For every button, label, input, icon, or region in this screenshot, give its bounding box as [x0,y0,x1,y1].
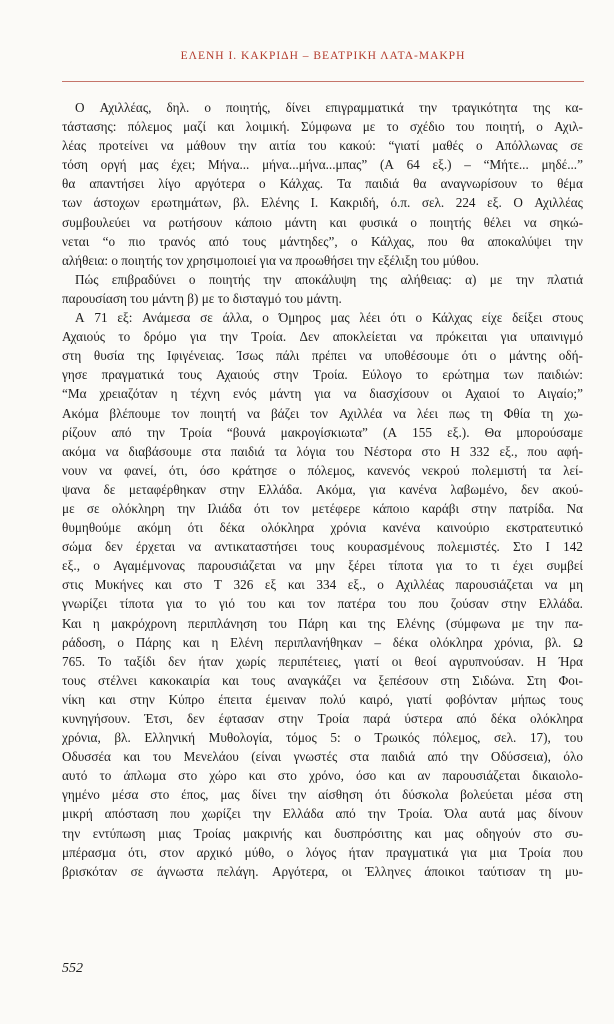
text-line: λέας προτείνει να μάθουν την αιτία του κακού: “γιατί μαθές ο Απόλλωνας σε [62,138,583,154]
text-line: με σε ολόκληρη την Ιλιάδα ότι τον μετέφερε κάποιο καράβι στην πατρίδα. Να [62,500,583,516]
text-line: γνωρίζει τίποτα για το γιό του και τον πατέρα του που ζούσαν στην Ελλάδα. [62,596,583,612]
text-line: Πώς επιβραδύνει ο ποιητής την αποκάλυψη της αλήθειας: α) με την πλατιά [75,271,583,287]
text-line: “Μα χρειαζόταν η τέχνη ενός μάντη για να διασχίσουν οι Αχαιοί το Αιγαίο;” [62,386,583,402]
text-line: ψανα δε μεταφέρθηκαν στην Ελλάδα. Ακόμα, για κανένα λαβωμένο, δεν ακού- [62,481,583,497]
text-line: θυμηθούμε ακόμη ότι δέκα ολόκληρα χρόνια κανένα καινούριο εκστρατευτικό [62,520,583,536]
text-line: των άστοχων ερωτημάτων, βλ. Ελένης Ι. Κακριδή, ό.π. σελ. 224 εξ. Ο Αχιλλέας [62,195,583,211]
body-text [62,98,583,881]
text-line: τους στέλνει κακοκαιρία και τους αναγκάζει να ξεπέσουν στη Σιδώνα. Στη Φοι- [62,672,583,688]
text-line: ρίζουν από την Τροία “βουνά μακρογίσκιωτα” (Α 155 εξ.). Θα μπορούσαμε [62,424,583,440]
text-line: Και η μακρόχρονη περιπλάνηση του Πάρη και της Ελένης (σύμφωνα με την πα- [62,615,583,631]
text-line: μικρή απόσταση που χωρίζει την Ελλάδα από την Τροία. Όλα αυτά μας δίνουν [62,806,583,822]
running-header: ΕΛΕΝΗ Ι. ΚΑΚΡΙΔΗ – ΒΕΑΤΡΙΚΗ ΛΑΤΑ-ΜΑΚΡΗ [180,50,466,62]
text-line: αυτό το άπλωμα στο χώρο και στο χρόνο, όσο και αν παρουσιάζεται δικαιολο- [62,768,583,784]
text-line: χρόνια, βλ. Ελληνική Μυθολογία, τόμος 5: ο Τρωικός πόλεμος, σελ. 17), του [62,730,583,746]
text-line: ράδοση, ο Πάρης και η Ελένη περιπλανήθηκαν – δέκα ολόκληρα χρόνια, βλ. Ω [62,634,583,650]
text-line: συμβουλεύει να ρωτήσουν κάποιο μάντη και φυσικά ο ποιητής θέλει να σηκώ- [62,214,583,230]
text-line: μπέρασμα ότι, στον αρχικό μύθο, ο λόγος ήταν πραγματικά για μια Τροία που [62,844,583,860]
header-rule [62,81,584,82]
text-line: ακόμα να διαβάσουμε στα παιδιά τα λόγια του Νέστορα στο Η 332 εξ., που αφή- [62,443,583,459]
text-line: παρουσίαση του μάντη β) με το δισταγμό του μάντη. [62,290,342,306]
text-line: κυνηγήσουν. Έτσι, δεν έφτασαν στην Τροία παρά ύστερα από δέκα ολόκληρα [62,711,583,726]
text-line: γημένο μέσα στο έπος, μας δίνει την αίσθηση ότι δύσκολα βολεύεται μέσα στη [62,787,583,803]
text-line: σώμα δεν έρχεται να αντικαταστήσει τους κουρασμένους πολεμιστές. Στο Ι 142 [62,539,583,555]
text-line: Ακόμα βλέπουμε τον ποιητή να βάζει τον Αχιλλέα να λέει πως τη Φθία τη χω- [62,405,583,421]
text-line: τάστασης: πόλεμος μαζί και λοιμική. Σύμφωνα με το σχέδιο του ποιητή, ο Αχιλ- [62,119,583,135]
text-line: στις Μυκήνες και στο Τ 326 εξ και 334 εξ., ο Αχιλλέας παρουσιάζεται να μη [62,577,583,593]
text-line: Αχαιούς το δρόμο για την Τροία. Δεν αποκλείεται να πρόκειται για υπαινιγμό [62,329,583,345]
text-line: νουν να φανεί, ότι, όσο κράτησε ο πόλεμος, κανενός νεκρού πολεμιστή τα λεί- [62,462,583,478]
text-line: 765. Το ταξίδι δεν ήταν χωρίς περιπέτειες, γιατί οι θεοί αγρυπνούσαν. Η Ήρα [62,653,583,669]
text-line: νίκη και στην Κύπρο έπειτα έμειναν πολύ καιρό, γιατί φοβόνταν μήπως τους [62,691,583,707]
text-line: Οδυσσέα και του Μενελάου (είναι γνωστές στα παιδιά από την Οδύσσεια), όλο [62,749,583,765]
text-line: εξ., ο Αγαμέμνονας παρουσιάζεται να μην ξέρει τίποτα για το τι έχει συμβεί [62,558,583,574]
text-line: αλήθεια: ο ποιητής τον χρησιμοποιεί για να προωθήσει την εξέλιξη του μύθου. [62,252,479,268]
text-line: βρισκόταν σε άγνωστα πελάγη. Αργότερα, οι Έλληνες άποικοι ταύτισαν τη μυ- [62,863,583,879]
text-line: θα απαντήσει λίγο αργότερα ο Κάλχας. Τα παιδιά θα αναγνωρίσουν το θέμα [62,176,583,192]
text-line: την εντύπωση μιας Τροίας μακρινής και δυσπρόσιτης και μας οδηγούν στο συ- [62,825,583,841]
text-line: νεται “ο πιο τρανός από τους μάντηδες”, ο Κάλχας, που θα αποκαλύψει την [62,233,583,249]
text-line: Ο Αχιλλέας, δηλ. ο ποιητής, δίνει επιγραμματικά την τραγικότητα της κα- [75,100,583,115]
text-line: Α 71 εξ: Ανάμεσα σε άλλα, ο Όμηρος μας λέει ότι ο Κάλχας είχε δείξει στους [75,310,583,326]
text-line: στη θυσία της Ιφιγένειας. Ίσως πάλι πρέπει να υποθέσουμε ότι ο μάντης οδή- [62,348,583,364]
page-number: 552 [62,961,83,976]
text-line: γησε πραγματικά τους Αχαιούς στην Τροία. Εύλογο το ερώτημα των παιδιών: [62,367,583,383]
text-line: τόση οργή μας έχει; Μήνα... μήνα...μήνα...μπας” (Α 64 εξ.) – “Μήτε... μηδέ...” [62,157,583,173]
